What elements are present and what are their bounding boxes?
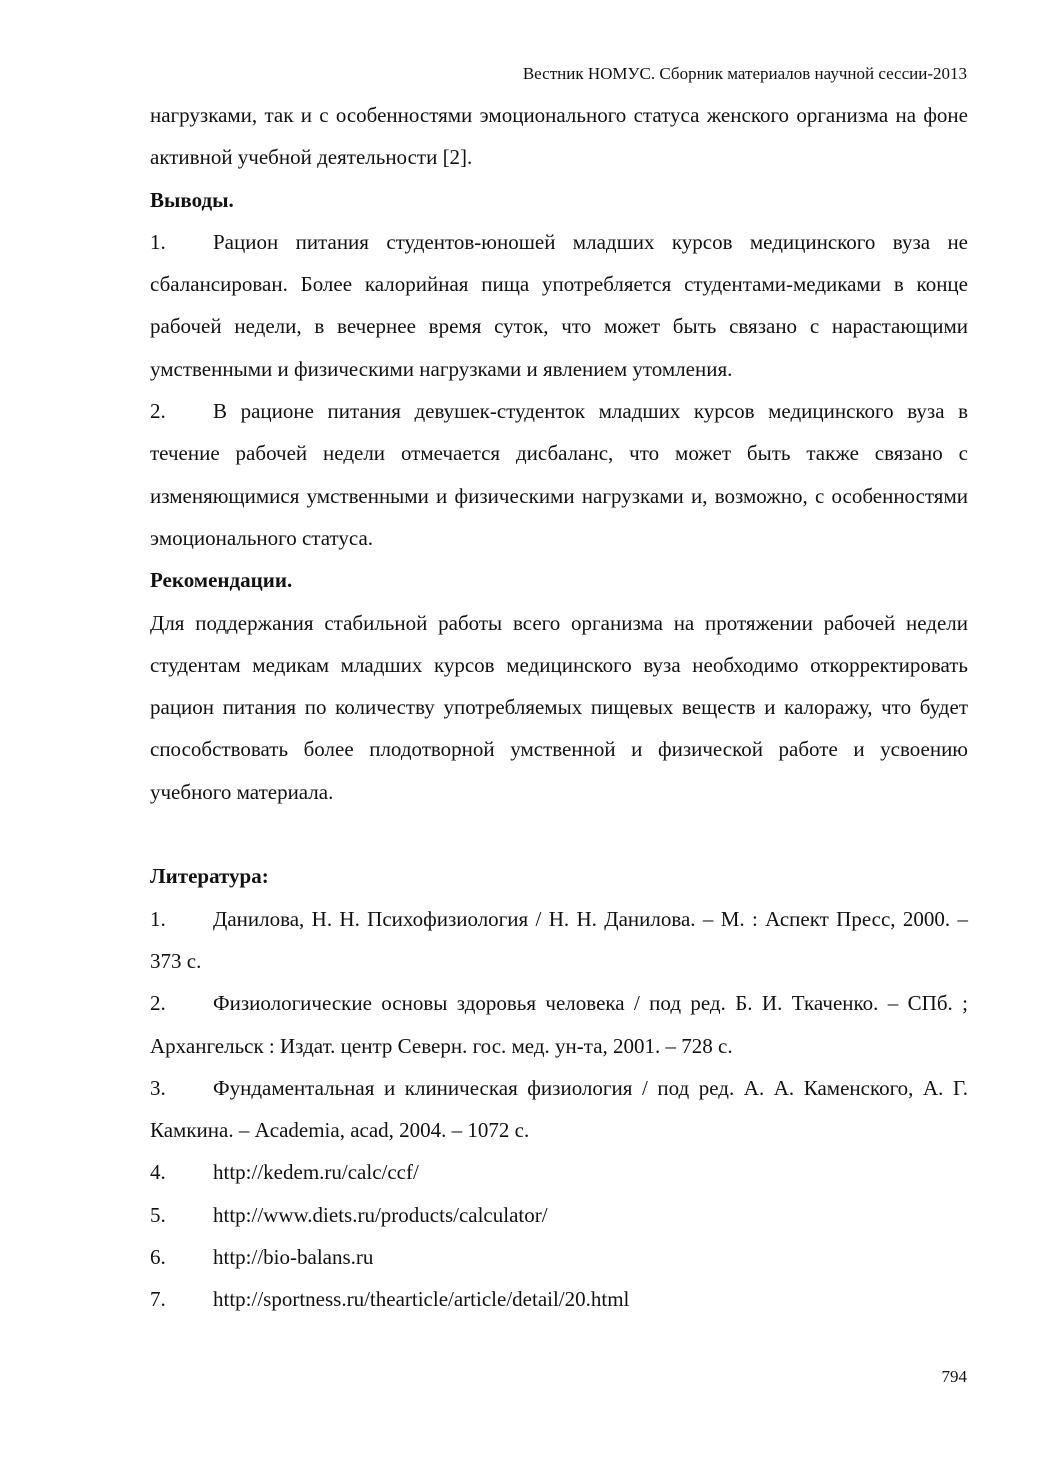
reference-item [150, 1278, 968, 1320]
reference-link[interactable]: http://bio-balans.ru [213, 1245, 374, 1270]
page-number: 794 [941, 1367, 967, 1386]
conclusion-number: 2. [150, 399, 166, 424]
conclusion-text: В рационе питания девушек-студенток младших курсов медицинского вуза в течение рабочей недели отмечается дисбаланс, что может быть также связано с изменяющимися умственными и физическими нагрузками и, возможно, с особенностями эмоционального статуса. [150, 399, 968, 550]
reference-link[interactable]: http://www.diets.ru/products/calculator/ [213, 1202, 548, 1227]
references-heading: Литература: [150, 864, 269, 889]
reference-text: Физиологические основы здоровья человека / под ред. Б. И. Ткаченко. – СПб. ; Архангельск : Издат. центр Северн. гос. мед. ун-та, 2001. – 728 с. [150, 991, 968, 1058]
conclusion-text: Рацион питания студентов-юношей младших курсов медицинского вуза не сбалансирован. Более калорийная пища употребляется студентами-медиками в конце рабочей недели, в вечернее время суток, что может быть связано с нарастающими умственными и физическими нагрузками и явлением утомления. [150, 229, 968, 381]
reference-link[interactable]: http://kedem.ru/calc/ccf/ [213, 1160, 419, 1185]
intro-paragraph: нагрузками, так и с особенностями эмоционального статуса женского организма на фоне активной учебной деятельности [2]. [150, 103, 968, 170]
recommendations-paragraph: Для поддержания стабильной работы всего организма на протяжении рабочей недели студентам медикам младших курсов медицинского вуза необходимо откорректировать рацион питания по количеству употребляемых пищевых веществ и калоражу, что будет способствовать более плодотворной умственной и физической работе и усвоению учебного материала. [150, 610, 968, 804]
reference-number: 3. [150, 1075, 166, 1100]
reference-number: 4. [150, 1160, 166, 1185]
reference-item [150, 1194, 968, 1236]
reference-item [150, 1151, 968, 1193]
reference-number: 7. [150, 1287, 166, 1312]
reference-item [150, 1067, 968, 1152]
reference-text: Фундаментальная и клиническая физиология / под ред. А. А. Каменского, А. Г. Камкина. – Academia, acad, 2004. – 1072 с. [150, 1075, 968, 1143]
reference-item [150, 898, 968, 983]
recommendations-heading: Рекомендации. [150, 568, 293, 593]
reference-number: 6. [150, 1245, 166, 1270]
conclusion-item [150, 221, 968, 390]
conclusions-heading: Выводы. [150, 187, 234, 212]
conclusion-item [150, 390, 968, 559]
reference-text: Данилова, Н. Н. Психофизиология / Н. Н. Данилова. – М. : Аспект Пресс, 2000. – 373 с. [150, 906, 968, 973]
conclusion-number: 1. [150, 229, 166, 254]
running-header: Вестник НОМУС. Сборник материалов научной сессии-2013 [522, 64, 967, 83]
section-spacer [150, 813, 968, 855]
reference-item [150, 1236, 968, 1278]
page-body [150, 94, 968, 1321]
reference-number: 1. [150, 906, 166, 931]
reference-link[interactable]: http://sportness.ru/thearticle/article/detail/20.html [213, 1287, 630, 1312]
reference-item [150, 982, 968, 1067]
reference-number: 5. [150, 1202, 166, 1227]
reference-number: 2. [150, 991, 166, 1016]
